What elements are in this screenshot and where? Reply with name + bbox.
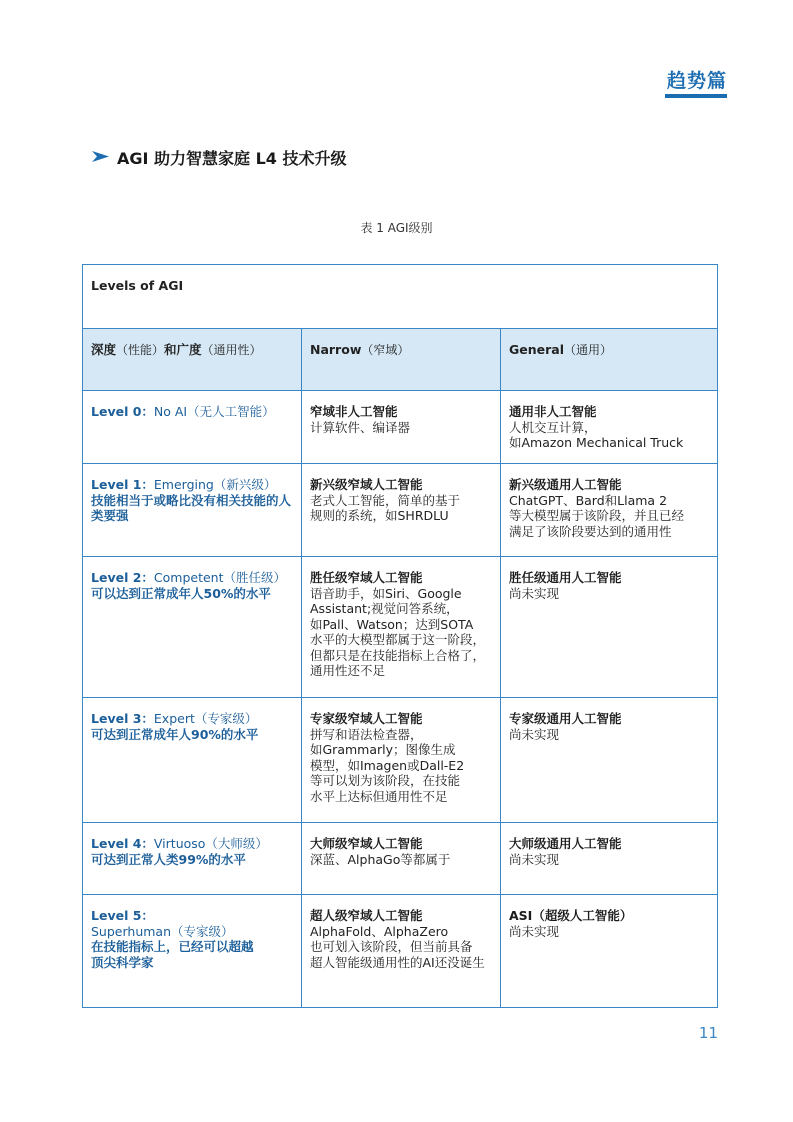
narrow-cell: 大师级窄域人工智能 深蓝、AlphaGo等都属于: [302, 823, 501, 895]
section-banner-underline: [665, 94, 727, 98]
level-cell: Level 4：Virtuoso（大师级） 可达到正常人类99%的水平: [83, 823, 302, 895]
table-row: [83, 391, 718, 464]
page-number: 11: [698, 1024, 718, 1042]
section-heading-text: AGI 助力智慧家庭 L4 技术升级: [117, 149, 347, 168]
narrow-cell: 超人级窄域人工智能 AlphaFold、AlphaZero 也可划入该阶段，但当前具备 超人智能级通用性的AI还没诞生: [302, 895, 501, 1008]
level-cell: Level 1：Emerging（新兴级） 技能相当于或略比没有相关技能的人类要强: [83, 464, 302, 557]
level-cell: Level 5： Superhuman（专家级） 在技能指标上，已经可以超越 顶尖科学家: [83, 895, 302, 1008]
level-cell: Level 3：Expert（专家级） 可达到正常成年人90%的水平: [83, 698, 302, 823]
section-heading: [92, 146, 347, 169]
table-row: [83, 557, 718, 698]
level-cell: Level 2：Competent（胜任级） 可以达到正常成年人50%的水平: [83, 557, 302, 698]
triangle-arrow-icon: [92, 148, 109, 167]
section-banner-title: 趋势篇: [666, 70, 727, 92]
general-cell: 通用非人工智能 人机交互计算， 如Amazon Mechanical Truck: [501, 391, 718, 464]
level-cell: Level 0：No AI（无人工智能）: [83, 391, 302, 464]
column-header-depth: 深度（性能）和广度（通用性）: [83, 329, 302, 391]
table-row: [83, 698, 718, 823]
narrow-cell: 胜任级窄域人工智能 语音助手，如Siri、Google Assistant;视觉问答系统， 如Pall、Watson；达到SOTA 水平的大模型都属于这一阶段， 但都只是在技能指标上合格了， 通用性还不足: [302, 557, 501, 698]
table-row: [83, 895, 718, 1008]
table-title: Levels of AGI: [83, 265, 718, 329]
column-header-general: General（通用）: [501, 329, 718, 391]
general-cell: 胜任级通用人工智能 尚未实现: [501, 557, 718, 698]
narrow-cell: 专家级窄域人工智能 拼写和语法检查器， 如Grammarly；图像生成 模型，如Imagen或Dall-E2 等可以划为该阶段，在技能 水平上达标但通用性不足: [302, 698, 501, 823]
agi-levels-table: [82, 264, 718, 1008]
general-cell: ASI（超级人工智能） 尚未实现: [501, 895, 718, 1008]
general-cell: 新兴级通用人工智能 ChatGPT、Bard和Llama 2 等大模型属于该阶段，并且已经 满足了该阶段要达到的通用性: [501, 464, 718, 557]
column-header-narrow: Narrow（窄域）: [302, 329, 501, 391]
narrow-cell: 新兴级窄域人工智能 老式人工智能，简单的基于 规则的系统，如SHRDLU: [302, 464, 501, 557]
table-row: [83, 464, 718, 557]
narrow-cell: 窄域非人工智能 计算软件、编译器: [302, 391, 501, 464]
general-cell: 专家级通用人工智能 尚未实现: [501, 698, 718, 823]
table-caption: 表 1 AGI级别: [360, 221, 433, 235]
table-row: [83, 823, 718, 895]
general-cell: 大师级通用人工智能 尚未实现: [501, 823, 718, 895]
